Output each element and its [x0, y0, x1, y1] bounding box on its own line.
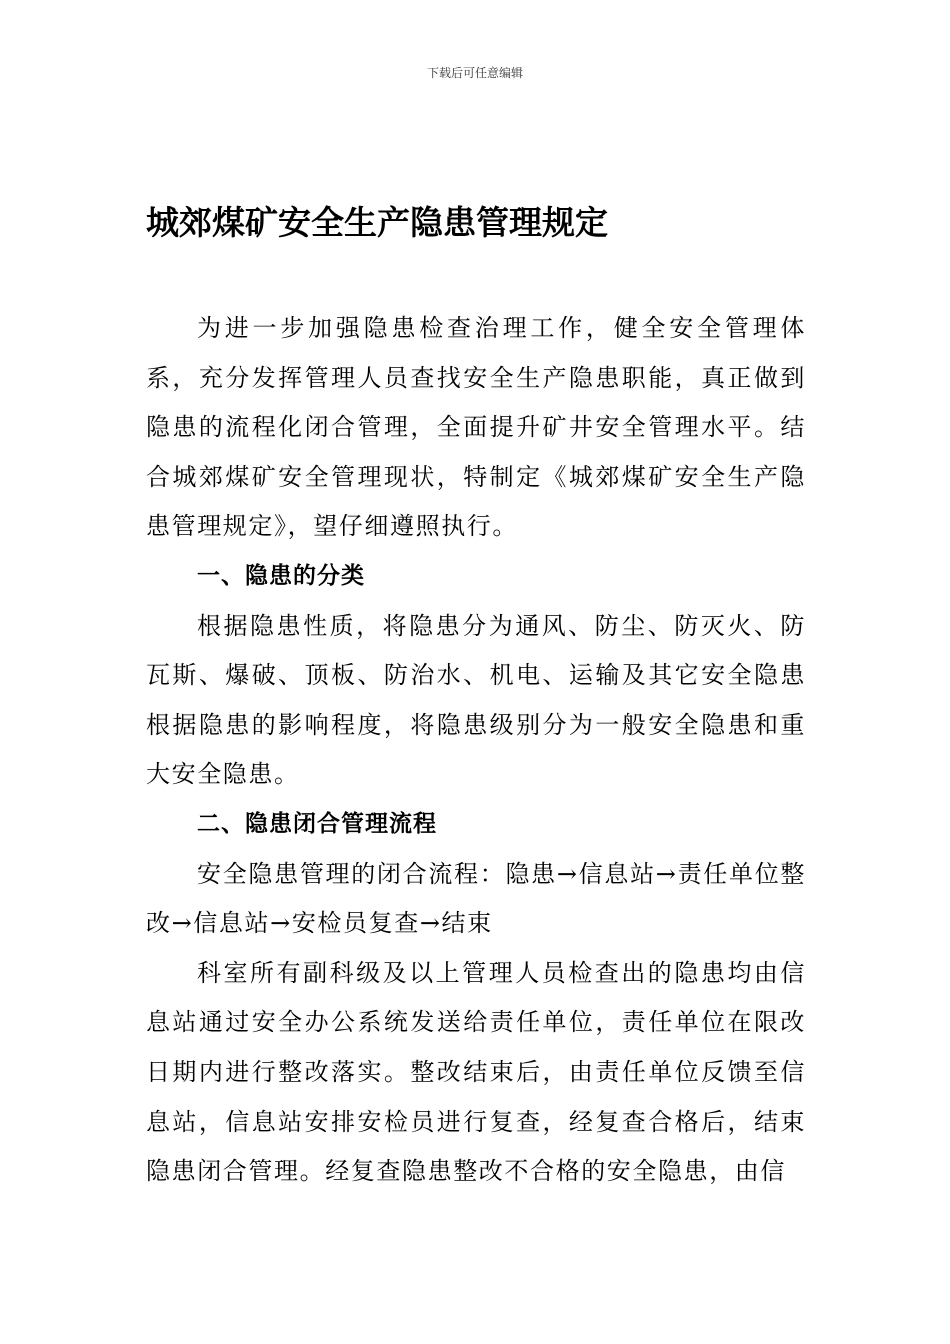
section-heading-process: 二、隐患闭合管理流程 [197, 810, 437, 837]
page-header [0, 64, 950, 82]
process-flow-paragraph: 安全隐患管理的闭合流程：隐患→信息站→责任单位整改→信息站→安检员复查→结束 [146, 859, 806, 938]
header-note: 下载后可任意编辑 [426, 66, 523, 80]
document-body [146, 304, 806, 1197]
intro-paragraph: 为进一步加强隐患检查治理工作，健全安全管理体系，充分发挥管理人员查找安全生产隐患职能，真正做到隐患的流程化闭合管理，全面提升矿井安全管理水平。结合城郊煤矿安全管理现状，特制定《城郊煤矿安全生产隐患管理规定》，望仔细遵照执行。 [146, 314, 806, 541]
document-title: 城郊煤矿安全生产隐患管理规定 [146, 203, 608, 242]
classification-paragraph: 根据隐患性质，将隐患分为通风、防尘、防灭火、防瓦斯、爆破、顶板、防治水、机电、运输及其它安全隐患根据隐患的影响程度，将隐患级别分为一般安全隐患和重大安全隐患。 [146, 611, 806, 789]
section-heading-classification: 一、隐患的分类 [197, 562, 365, 589]
process-detail-paragraph: 科室所有副科级及以上管理人员检查出的隐患均由信息站通过安全办公系统发送给责任单位，责任单位在限改日期内进行整改落实。整改结束后，由责任单位反馈至信息站，信息站安排安检员进行复查，经复查合格后，结束隐患闭合管理。经复查隐患整改不合格的安全隐患，由信 [146, 958, 806, 1186]
